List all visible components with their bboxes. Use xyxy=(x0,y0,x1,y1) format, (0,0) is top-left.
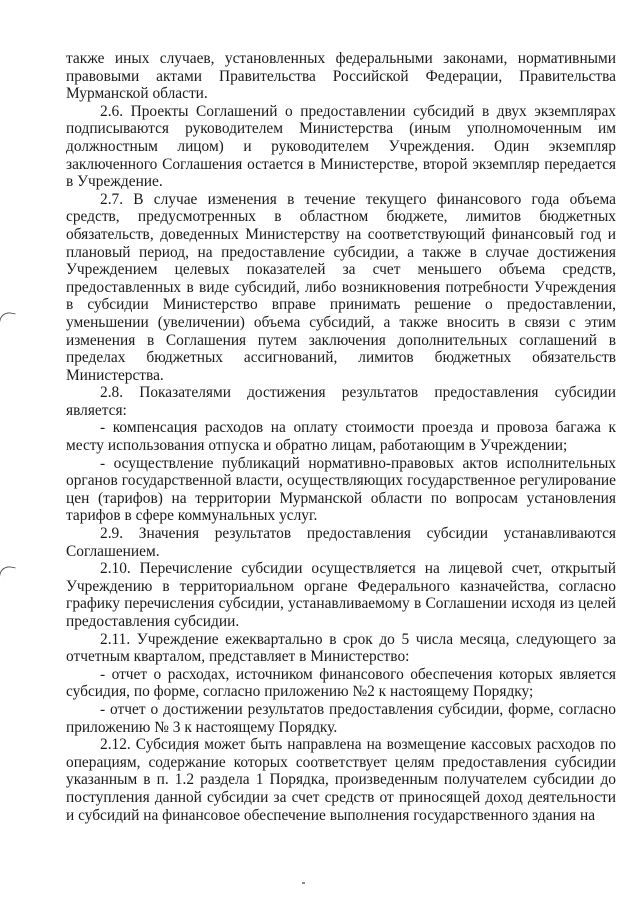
paragraph-2-12: 2.12. Субсидия может быть направлена на возмещение кассовых расходов по операциям, содержание которых соответствует целям предоставления субсидии указанным в п. 1.2 раздела 1 Порядка, произведенным получателем субсидии до поступления данной субсидии за счет средств от приносящей доход деятельности и субсидий на финансовое обеспечение выполнения государственного здания на xyxy=(66,736,616,824)
list-item-publications: - осуществление публикаций нормативно-правовых актов исполнительных органов государственной власти, осуществляющих государственное регулирование цен (тарифов) на территории Мурманской области по вопросам установления тарифов в сфере коммунальных услуг. xyxy=(66,454,616,525)
list-item-results-report: - отчет о достижении результатов предоставления субсидии, форме, согласно приложению № 3 к настоящему Порядку. xyxy=(66,700,616,736)
paragraph-2-10: 2.10. Перечисление субсидии осуществляется на лицевой счет, открытый Учреждению в территориальном органе Федерального казначейства, согласно графику перечисления субсидии, устанавливаемому в Соглашении исходя из целей предоставления субсидии. xyxy=(66,560,616,630)
paragraph-2-11: 2.11. Учреждение ежеквартально в срок до 5 числа месяца, следующего за отчетным кварталом, представляет в Министерство: xyxy=(66,630,616,666)
list-item-travel-compensation: - компенсация расходов на оплату стоимости проезда и провоза багажа к месту использования отпуска и обратно лицам, работающим в Учреждении; xyxy=(66,419,616,455)
list-item-expense-report: - отчет о расходах, источником финансового обеспечения которых является субсидия, по форме, согласно приложению №2 к настоящему Порядку; xyxy=(66,665,616,701)
paragraph-continuation: также иных случаев, установленных федеральными законами, нормативными правовыми актами Правительства Российской Федерации, Правительства Мурманской области. xyxy=(66,50,616,103)
paragraph-2-6: 2.6. Проекты Соглашений о предоставлении субсидий в двух экземплярах подписываются руководителем Министерства (иным уполномоченным им должностным лицом) и руководителем Учреждения. Один экземпляр заключенного Соглашения остается в Министерстве, второй экземпляр передается в Учреждение. xyxy=(66,102,616,191)
document-page xyxy=(66,50,616,824)
scan-binding-mark xyxy=(0,565,16,578)
paragraph-2-7: 2.7. В случае изменения в течение текущего финансового года объема средств, предусмотренных в областном бюджете, лимитов бюджетных обязательств, доведенных Министерству на соответствующий финансовый год и плановый период, на предоставление субсидии, а также в случае достижения Учреждением целевых показателей за счет меньшего объема средств, предоставленных в виде субсидий, либо возникновения потребности Учреждения в субсидии Министерство вправе принимать решение о предоставлении, уменьшении (увеличении) объема субсидий, а также вносить в связи с этим изменения в Соглашения путем заключения дополнительных соглашений в пределах бюджетных ассигнований, лимитов бюджетных обязательств Министерства. xyxy=(66,190,616,384)
scan-dot xyxy=(302,882,305,884)
scan-binding-mark xyxy=(0,311,16,324)
paragraph-2-8: 2.8. Показателями достижения результатов предоставления субсидии является: xyxy=(66,384,616,419)
paragraph-2-9: 2.9. Значения результатов предоставления субсидии устанавливаются Соглашением. xyxy=(66,525,616,560)
